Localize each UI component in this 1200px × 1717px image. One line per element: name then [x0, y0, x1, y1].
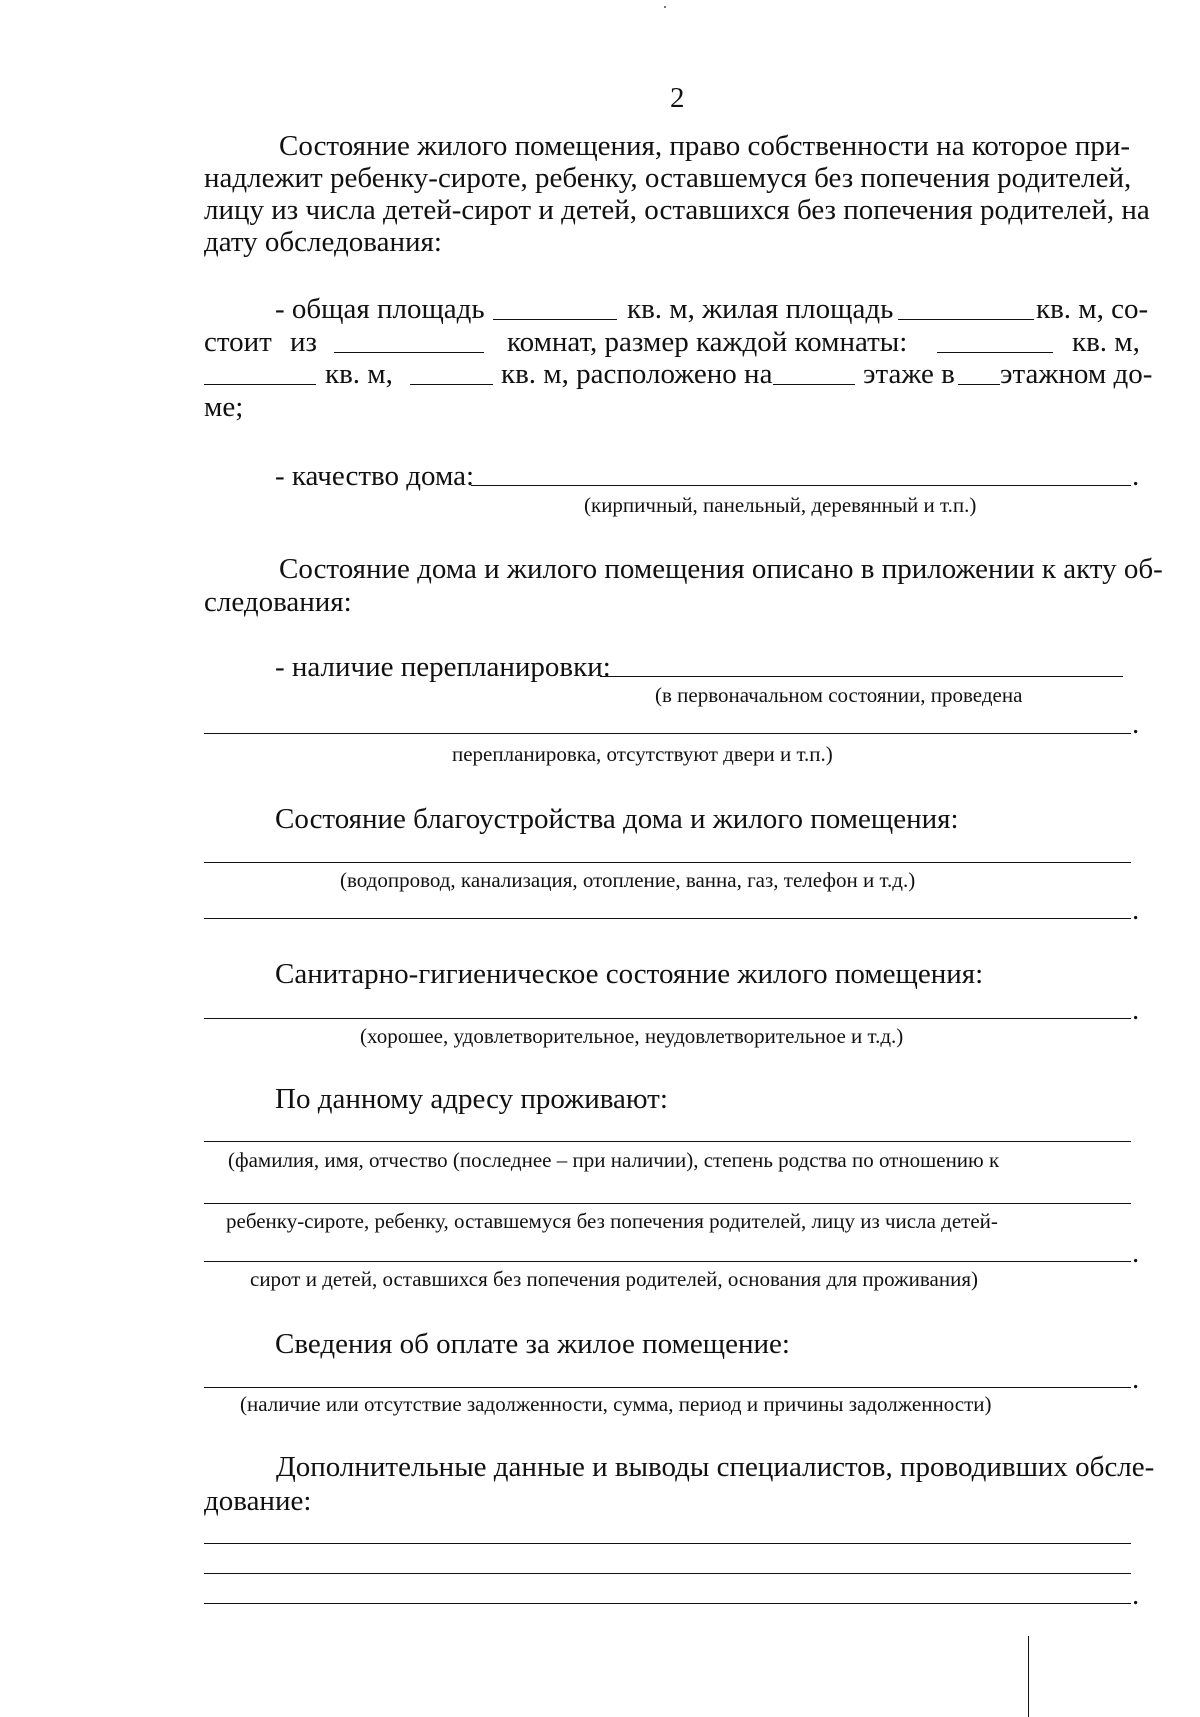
room-sizes-label: комнат, размер каждой комнаты:: [507, 326, 908, 358]
room-size-unit-1: кв. м,: [1072, 326, 1140, 358]
amenities-hint: (водопровод, канализация, отопление, ванна, газ, телефон и т.д.): [340, 868, 916, 892]
area-of-label: из: [290, 326, 317, 358]
payment-end: .: [1132, 1363, 1140, 1395]
intro-line-4: дату обследования:: [204, 226, 442, 258]
condition-line-1: Состояние дома и жилого помещения описано в приложении к акту об-: [279, 553, 1163, 585]
area-living-label: кв. м, жилая площадь: [627, 293, 894, 325]
replanning-label: - наличие перепланировки:: [275, 651, 611, 683]
sanitary-hint: (хорошее, удовлетворительное, неудовлетворительное и т.д.): [360, 1024, 904, 1048]
house-quality-end: .: [1132, 460, 1140, 492]
sanitary-label: Санитарно-гигиеническое состояние жилого помещения:: [275, 958, 984, 990]
conclusions-field-3[interactable]: [204, 1603, 1131, 1604]
sanitary-end: .: [1132, 994, 1140, 1026]
replanning-end: .: [1132, 708, 1140, 740]
area-line-end: ме;: [204, 391, 244, 423]
conclusions-line-2: дование:: [204, 1485, 312, 1517]
rooms-count-field[interactable]: [334, 352, 484, 353]
total-area-field[interactable]: [493, 319, 617, 320]
house-quality-field[interactable]: [471, 485, 1131, 486]
payment-field[interactable]: [204, 1387, 1131, 1388]
storey-house-label: этажном до-: [1000, 358, 1153, 390]
conclusions-line-1: Дополнительные данные и выводы специалистов, проводивших обсле-: [276, 1451, 1155, 1483]
sanitary-field[interactable]: [204, 1018, 1131, 1019]
residents-hint-3: сирот и детей, оставшихся без попечения родителей, основания для проживания): [250, 1267, 978, 1291]
residents-hint-1: (фамилия, имя, отчество (последнее – при наличии), степень родства по отношению к: [228, 1148, 1000, 1172]
intro-line-2: надлежит ребенку-сироте, ребенку, оставшемуся без попечения родителей,: [204, 162, 1132, 194]
conclusions-field-1[interactable]: [204, 1543, 1131, 1544]
margin-mark: [1028, 1636, 1029, 1717]
page-number: 2: [670, 82, 685, 114]
replanning-field[interactable]: [600, 676, 1123, 677]
area-unit-label: кв. м, со-: [1036, 293, 1149, 325]
condition-line-2: следования:: [204, 586, 352, 618]
amenities-end: .: [1132, 894, 1140, 926]
room-size-field-1[interactable]: [937, 352, 1053, 353]
room-size-field-3[interactable]: [410, 384, 493, 385]
residents-hint-2: ребенку-сироте, ребенку, оставшемуся без попечения родителей, лицу из числа детей-: [226, 1209, 998, 1233]
residents-field-1[interactable]: [204, 1141, 1131, 1142]
living-area-field[interactable]: [898, 319, 1034, 320]
storeys-field[interactable]: [958, 384, 1000, 385]
payment-label: Сведения об оплате за жилое помещение:: [275, 1328, 790, 1360]
conclusions-end: .: [1132, 1579, 1140, 1611]
conclusions-field-2[interactable]: [204, 1573, 1131, 1574]
residents-field-3[interactable]: [204, 1261, 1131, 1262]
replanning-hint-1: (в первоначальном состоянии, проведена: [655, 683, 1023, 707]
house-quality-hint: (кирпичный, панельный, деревянный и т.п.): [584, 493, 977, 517]
residents-end: .: [1132, 1237, 1140, 1269]
replanning-hint-2: перепланировка, отсутствуют двери и т.п.): [452, 742, 833, 766]
floor-in-label: этаже в: [863, 358, 955, 390]
amenities-field-2[interactable]: [204, 918, 1131, 919]
room-size-field-2[interactable]: [204, 384, 316, 385]
scan-speck: [664, 6, 666, 8]
intro-line-1: Состояние жилого помещения, право собственности на которое при-: [279, 130, 1131, 162]
house-quality-label: - качество дома:: [275, 460, 475, 492]
area-consists-label: стоит: [204, 326, 272, 358]
replanning-field-2[interactable]: [204, 733, 1131, 734]
payment-hint: (наличие или отсутствие задолженности, сумма, период и причины задолженности): [240, 1392, 992, 1416]
floor-location-label: кв. м, расположено на: [501, 358, 773, 390]
residents-field-2[interactable]: [204, 1203, 1131, 1204]
intro-line-3: лицу из числа детей-сирот и детей, оставшихся без попечения родителей, на: [204, 194, 1150, 226]
residents-label: По данному адресу проживают:: [275, 1083, 668, 1115]
room-size-unit-2: кв. м,: [325, 358, 393, 390]
amenities-label: Состояние благоустройства дома и жилого помещения:: [275, 803, 959, 835]
area-total-label: - общая площадь: [275, 293, 485, 325]
amenities-field-1[interactable]: [204, 862, 1131, 863]
floor-field[interactable]: [773, 384, 855, 385]
